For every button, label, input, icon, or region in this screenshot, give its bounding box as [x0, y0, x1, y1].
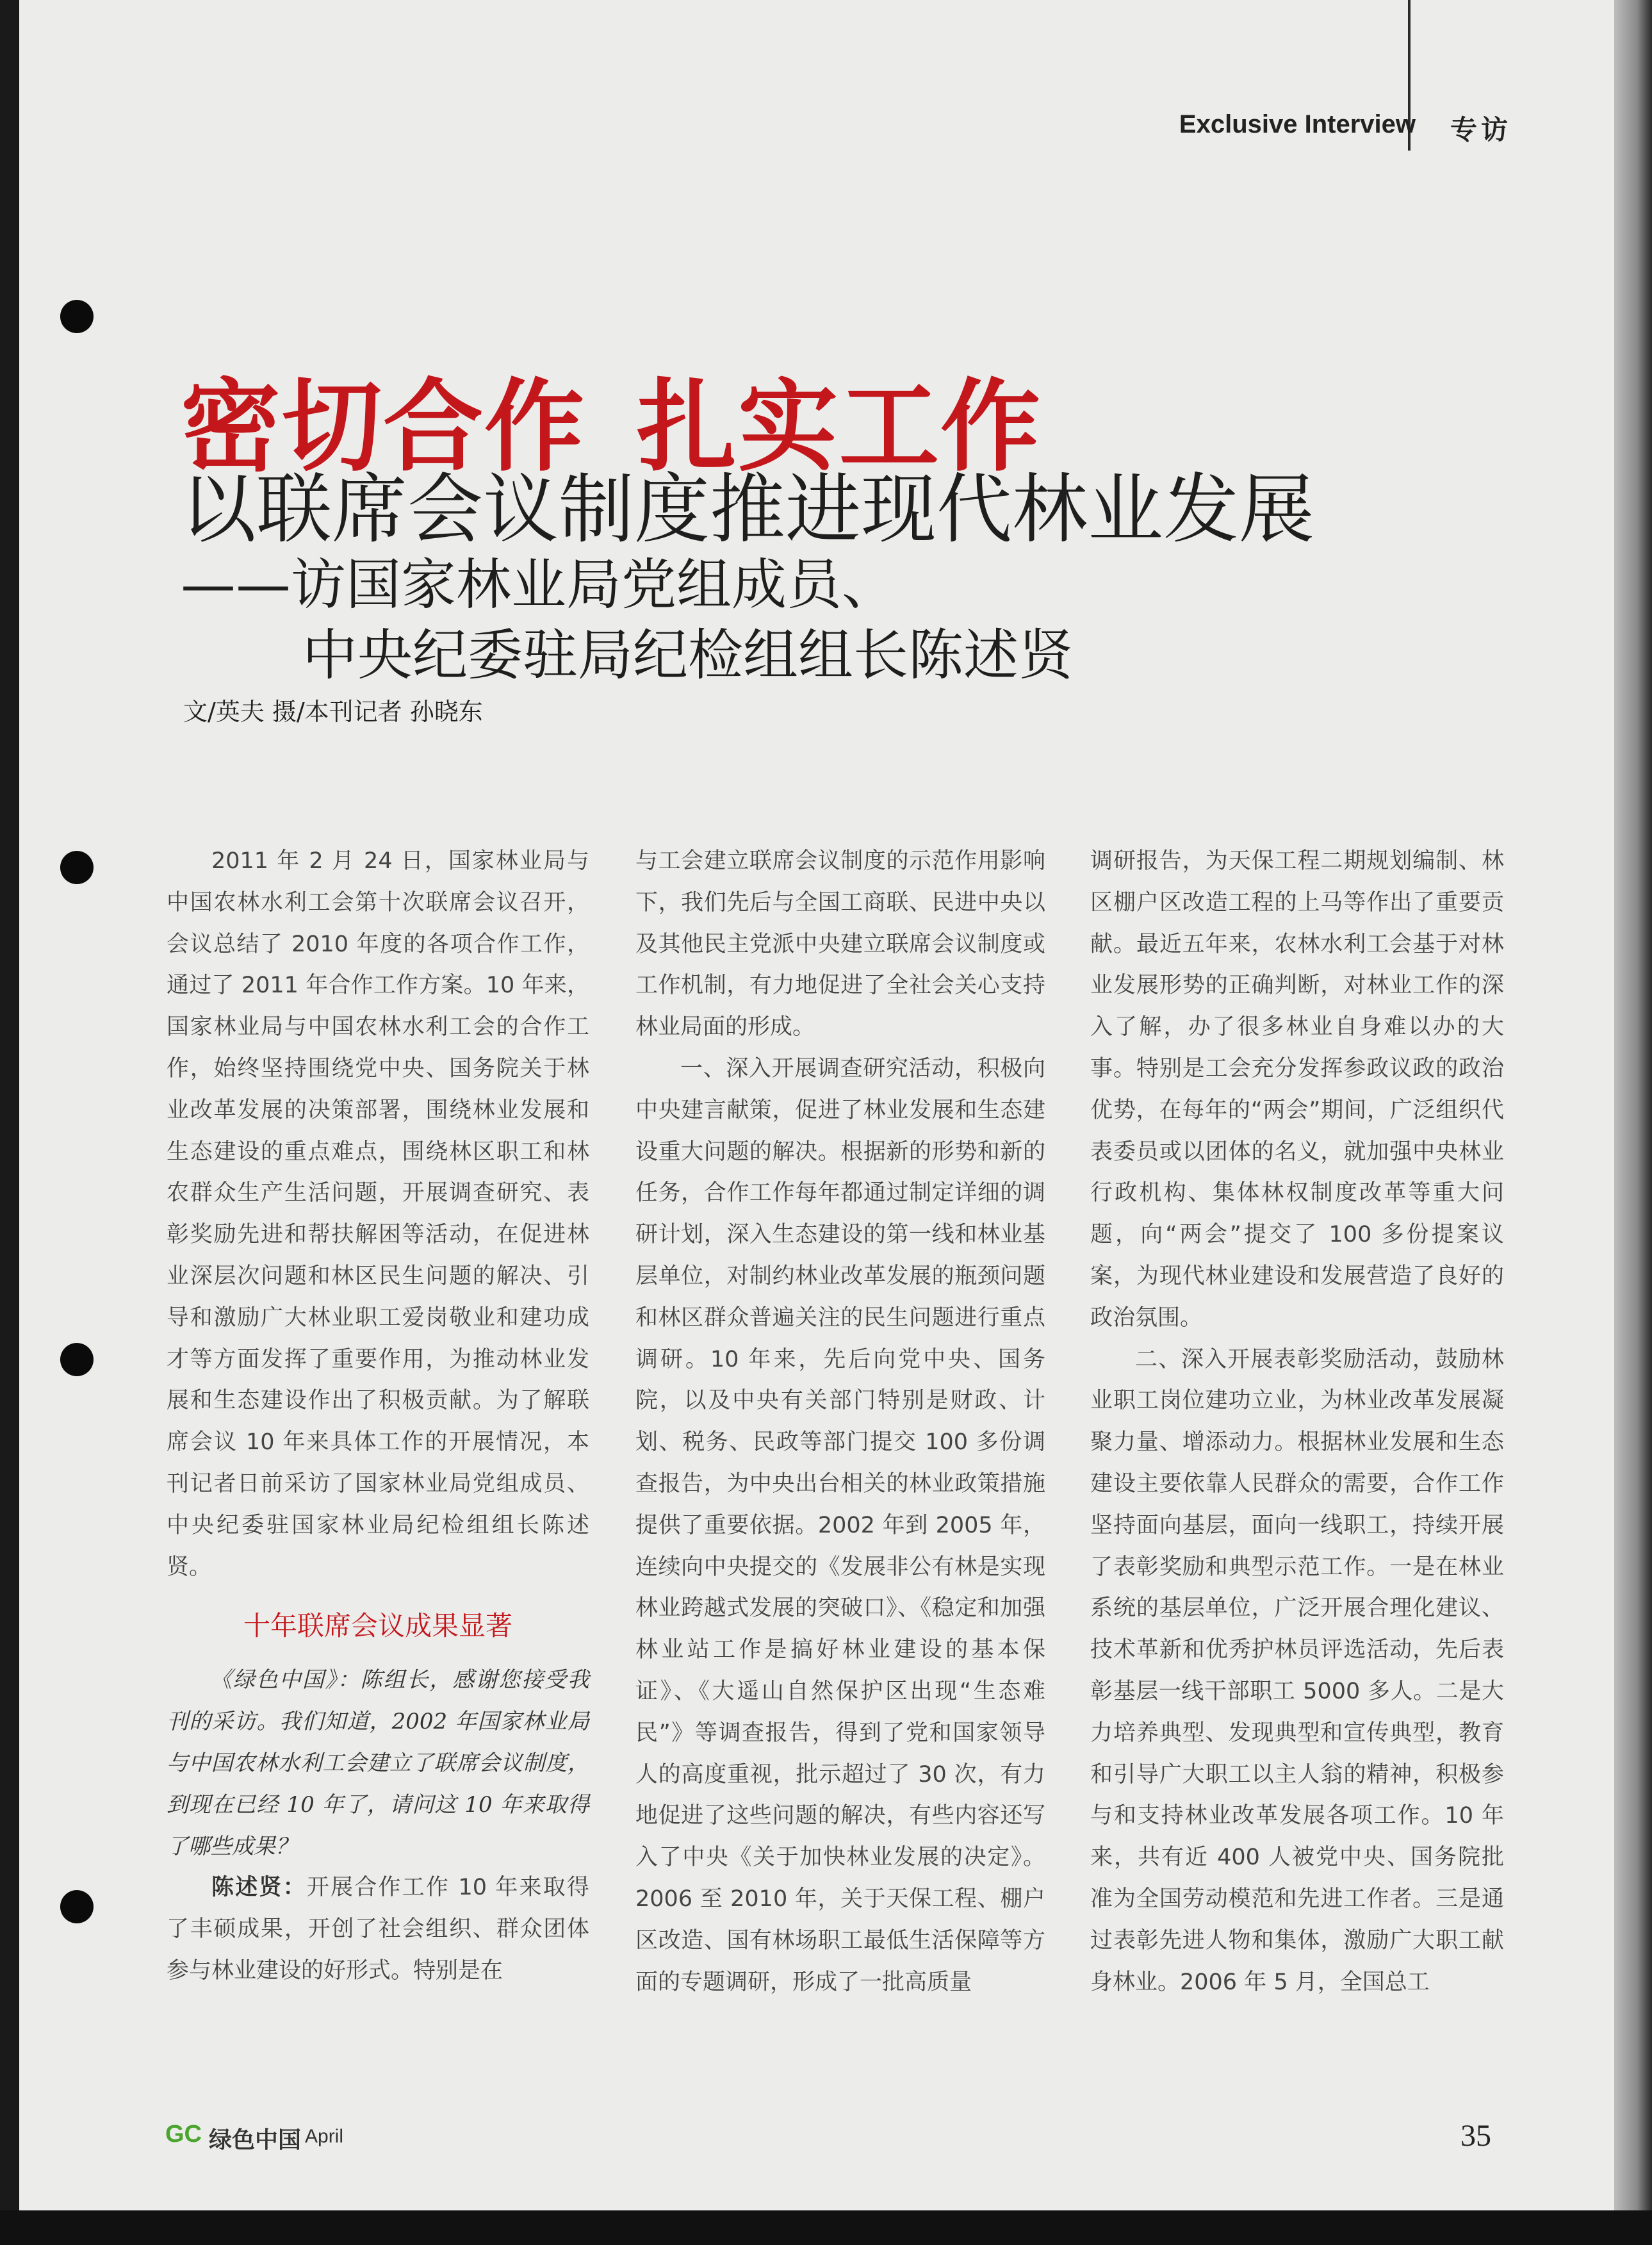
column-2 [635, 841, 1045, 2003]
page-edge-shadow [1614, 0, 1652, 2245]
paragraph: 一、深入开展调查研究活动，积极向中央建言献策，促进了林业发展和生态建设重大问题的解决。根据新的形势和新的任务，合作工作每年都通过制定详细的调研计划，深入生态建设的第一线和林业基层单位，对制约林业改革发展的瓶颈问题和林区群众普遍关注的民生问题进行重点调研。10 年来，先后向党中央、国务院，以及中央有关部门特别是财政、计划、税务、民政等部门提交 100 多份调查报告，为中央出台相关的林业政策措施提供了重要依据。2002 年到 2005 年，连续向中央提交的《发展非公有林是实现林业跨越式发展的突破口》、《稳定和加强林业站工作是搞好林业建设的基本保证》、《大遥山自然保护区出现“生态难民”》等调查报告，得到了党和国家领导人的高度重视，批示超过了 30 次，有力地促进了这些问题的解决，有些内容还写入了中央《关于加快林业发展的决定》。2006 至 2010 年，关于天保工程、棚户区改造、国有林场职工最低生活保障等方面的专题调研，形成了一批高质量 [635, 1055, 1045, 1995]
title-part-1: 密切合作 [181, 368, 585, 485]
section-heading: 十年联席会议成果显著 [243, 1610, 512, 1642]
section-header [1127, 110, 1525, 149]
column-3 [1090, 841, 1504, 2003]
title-part-2: 扎实工作 [637, 368, 1042, 485]
interview-question: 《绿色中国》：陈组长，感谢您接受我刊的采访。我们知道，2002 年国家林业局与中国农林水利工会建立了联席会议制度，到现在已经 10 年了，请问这 10 年来取得了哪些成果？ [167, 1667, 589, 1859]
answer-text: 开展合作工作 10 年来取得了丰硕成果，开创了社会组织、群众团体参与林业建设的好形式。特别是在 [167, 1875, 589, 1984]
secondary-title: 以联席会议制度推进现代林业发展 [181, 465, 1315, 554]
column-1 [167, 841, 589, 1992]
paragraph: 与工会建立联席会议制度的示范作用影响下，我们先后与全国工商联、民进中央以及其他民主党派中央建立联席会议制度或工作机制，有力地促进了全社会关心支持林业局面的形成。 [635, 848, 1045, 1040]
speaker-name: 陈述贤： [211, 1875, 307, 1901]
magazine-page [19, 0, 1633, 2210]
subtitle-line-2: 中央纪委驻局纪检组组长陈述贤 [302, 623, 1074, 687]
scan-border [0, 2210, 1652, 2245]
header-english: Exclusive Interview [1179, 110, 1416, 138]
subtitle-line-1: ——访国家林业局党组成员、 [181, 553, 897, 617]
magazine-name: 绿色中国 [209, 2127, 302, 2153]
header-chinese: 专访 [1450, 114, 1512, 145]
paragraph: 二、深入开展表彰奖励活动，鼓励林业职工岗位建功立业，为林业改革发展凝聚力量、增添动力。根据林业发展和生态建设主要依靠人民群众的需要，合作工作坚持面向基层，面向一线职工，持续开展了表彰奖励和典型示范工作。一是在林业系统的基层单位，广泛开展合理化建议、技术革新和优秀护林员评选活动，先后表彰基层一线干部职工 5000 多人。二是大力培养典型、发现典型和宣传典型，教育和引导广大职工以主人翁的精神，积极参与和支持林业改革发展各项工作。10 年来，共有近 400 人被党中央、国务院批准为全国劳动模范和先进工作者。三是通过表彰先进人物和集体，激励广大职工献身林业。2006 年 5 月，全国总工 [1090, 1346, 1504, 1995]
page-number: 35 [1460, 2119, 1491, 2153]
magazine-logo: GC [165, 2121, 202, 2148]
binder-hole [60, 1343, 94, 1376]
page-footer [165, 2121, 1510, 2159]
subtitle [181, 550, 1074, 691]
binder-hole [60, 1890, 94, 1923]
byline: 文/英夫 摄/本刊记者 孙晓东 [183, 698, 483, 726]
binder-hole [60, 300, 94, 333]
interview-answer [167, 1867, 589, 1991]
paragraph: 调研报告，为天保工程二期规划编制、林区棚户区改造工程的上马等作出了重要贡献。最近五年来，农林水利工会基于对林业发展形势的正确判断，对林业工作的深入了解，办了很多林业自身难以办的大事。特别是工会充分发挥参政议政的政治优势，在每年的“两会”期间，广泛组织代表委员或以团体的名义，就加强中央林业行政机构、集体林权制度改革等重大问题，向“两会”提交了 100 多份提案议案，为现代林业建设和发展营造了良好的政治氛围。 [1090, 848, 1504, 1331]
binder-hole [60, 851, 94, 884]
intro-paragraph: 2011 年 2 月 24 日，国家林业局与中国农林水利工会第十次联席会议召开，会议总结了 2010 年度的各项合作工作，通过了 2011 年合作工作方案。10 年来，国家林业局与中国农林水利工会的合作工作，始终坚持围绕党中央、国务院关于林业改革发展的决策部署，围绕林业发展和生态建设的重点难点，围绕林区职工和林农群众生产生活问题，开展调查研究、表彰奖励先进和帮扶解困等活动，在促进林业深层次问题和林区民生问题的解决、引导和激励广大林业职工爱岗敬业和建功成才等方面发挥了重要作用，为推动林业发展和生态建设作出了积极贡献。为了解联席会议 10 年来具体工作的开展情况，本刊记者日前采访了国家林业局党组成员、中央纪委驻国家林业局纪检组组长陈述贤。 [167, 848, 589, 1580]
issue-month: April [305, 2126, 344, 2147]
